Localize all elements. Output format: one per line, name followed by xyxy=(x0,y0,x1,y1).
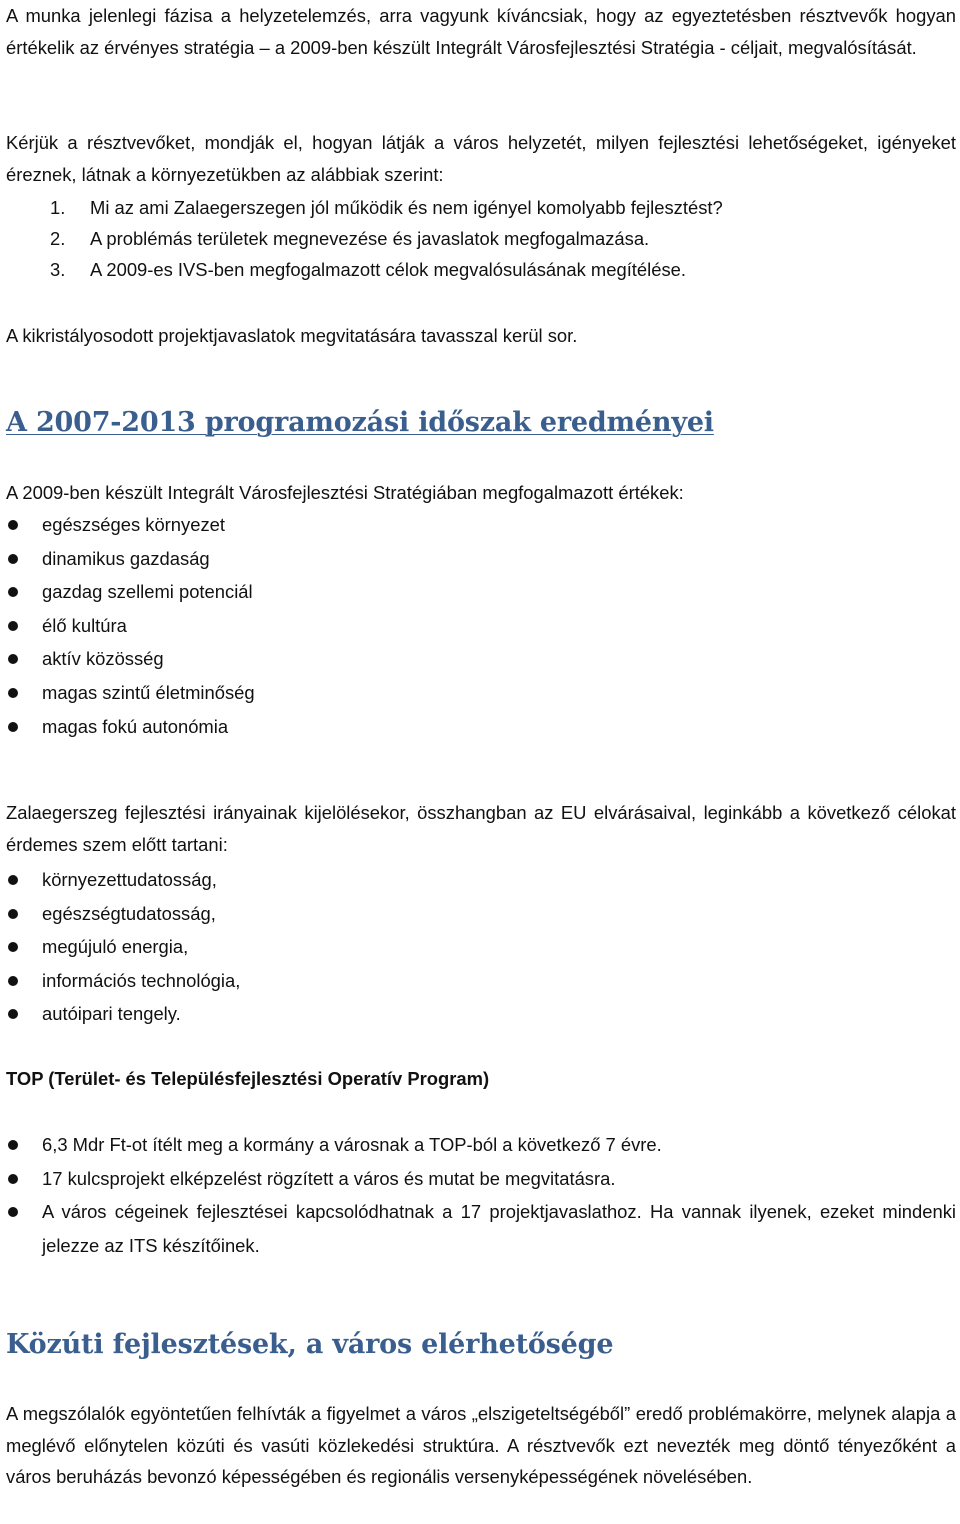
goals-list xyxy=(0,863,240,1031)
list-item-text: magas szintű életminőség xyxy=(42,681,255,703)
list-item xyxy=(50,254,723,285)
values-list xyxy=(0,508,255,743)
bullet-icon xyxy=(8,722,18,732)
list-number: 3. xyxy=(50,259,66,280)
bullet-icon xyxy=(8,1174,18,1184)
list-item-text: információs technológia, xyxy=(42,969,241,991)
list-item xyxy=(0,1162,956,1196)
request-paragraph: Kérjük a résztvevőket, mondják el, hogyan látják a város helyzetét, milyen fejlesztési lehetőségeket, igényeket éreznek, látnak a környezetükben az alábbiak szerint: xyxy=(6,132,956,185)
list-item xyxy=(0,642,255,676)
list-item xyxy=(0,964,240,998)
list-item xyxy=(0,997,240,1031)
closing-paragraph: A kikristályosodott projektjavaslatok megvitatására tavasszal kerül sor. xyxy=(6,325,578,346)
list-item xyxy=(0,609,255,643)
bullet-icon xyxy=(8,654,18,664)
question-list xyxy=(50,192,723,285)
list-item xyxy=(0,676,255,710)
list-item-text: autóipari tengely. xyxy=(42,1003,181,1025)
list-item xyxy=(0,508,255,542)
values-intro: A 2009-ben készült Integrált Városfejlesztési Stratégiában megfogalmazott értékek: xyxy=(6,482,684,503)
list-item-text: egészséges környezet xyxy=(42,514,225,535)
list-item-text: 17 kulcsprojekt elképzelést rögzített a város és mutat be megvitatásra. xyxy=(42,1167,616,1189)
section-heading: A 2007-2013 programozási időszak eredményei xyxy=(6,407,714,438)
bullet-icon xyxy=(8,621,18,631)
goals-intro: Zalaegerszeg fejlesztési irányainak kijelölésekor, összhangban az EU elvárásaival, leginkább a következő célokat érdemes szem előtt tartani: xyxy=(6,802,956,855)
list-item xyxy=(0,1195,956,1262)
list-item-text: gazdag szellemi potenciál xyxy=(42,581,253,603)
list-item xyxy=(0,1128,956,1162)
list-item xyxy=(0,863,240,897)
list-number: 1. xyxy=(50,197,66,218)
list-item-text: aktív közösség xyxy=(42,648,164,670)
list-item-text: élő kultúra xyxy=(42,614,127,636)
list-item-text: A problémás területek megnevezése és javaslatok megfogalmazása. xyxy=(90,228,650,249)
bullet-icon xyxy=(8,1140,18,1150)
list-item-text: dinamikus gazdaság xyxy=(42,547,210,569)
list-item xyxy=(0,575,255,609)
bullet-icon xyxy=(8,875,18,885)
bullet-icon xyxy=(8,1207,18,1217)
list-item-text: 6,3 Mdr Ft-ot ítélt meg a kormány a városnak a TOP-ból a következő 7 évre. xyxy=(42,1134,662,1155)
list-item xyxy=(50,223,723,254)
bullet-icon xyxy=(8,942,18,952)
list-item xyxy=(0,930,240,964)
bullet-icon xyxy=(8,1009,18,1019)
list-item-text: megújuló energia, xyxy=(42,936,189,958)
section-heading: Közúti fejlesztések, a város elérhetősége xyxy=(6,1329,614,1360)
list-item-text: A város cégeinek fejlesztései kapcsolódhatnak a 17 projektjavaslathoz. Ha vannak ilyenek, ezeket mindenki jelezze az ITS készítőinek. xyxy=(42,1201,956,1256)
list-item-text: magas fokú autonómia xyxy=(42,715,229,737)
road-development-paragraph: A megszólalók egyöntetűen felhívták a figyelmet a város „elszigeteltségéből” eredő problémakörre, melynek alapja a meglévő előnytelen közúti és vasúti közlekedési struktúra. A résztvevők ezt nevezték meg döntő tényezőként a város beruházás bevonzó képességében és regionális versenyképességének növelésében. xyxy=(6,1403,956,1487)
top-program-list xyxy=(0,1128,956,1262)
list-item xyxy=(0,542,255,576)
bullet-icon xyxy=(8,909,18,919)
list-item-text: egészségtudatosság, xyxy=(42,902,216,924)
list-item xyxy=(0,710,255,744)
bullet-icon xyxy=(8,554,18,564)
list-item-text: Mi az ami Zalaegerszegen jól működik és nem igényel komolyabb fejlesztést? xyxy=(90,197,723,218)
list-item xyxy=(50,192,723,223)
bullet-icon xyxy=(8,520,18,530)
top-program-title: TOP (Terület- és Településfejlesztési Operatív Program) xyxy=(6,1068,490,1089)
list-item-text: A 2009-es IVS-ben megfogalmazott célok megvalósulásának megítélése. xyxy=(90,259,686,280)
list-item xyxy=(0,897,240,931)
bullet-icon xyxy=(8,976,18,986)
bullet-icon xyxy=(8,587,18,597)
intro-paragraph: A munka jelenlegi fázisa a helyzetelemzés, arra vagyunk kíváncsiak, hogy az egyeztetésben résztvevők hogyan értékelik az érvényes stratégia – a 2009-ben készült Integrált Városfejlesztési Stratégia - céljait, megvalósítását. xyxy=(6,5,956,58)
list-number: 2. xyxy=(50,228,66,249)
list-item-text: környezettudatosság, xyxy=(42,869,217,890)
bullet-icon xyxy=(8,688,18,698)
